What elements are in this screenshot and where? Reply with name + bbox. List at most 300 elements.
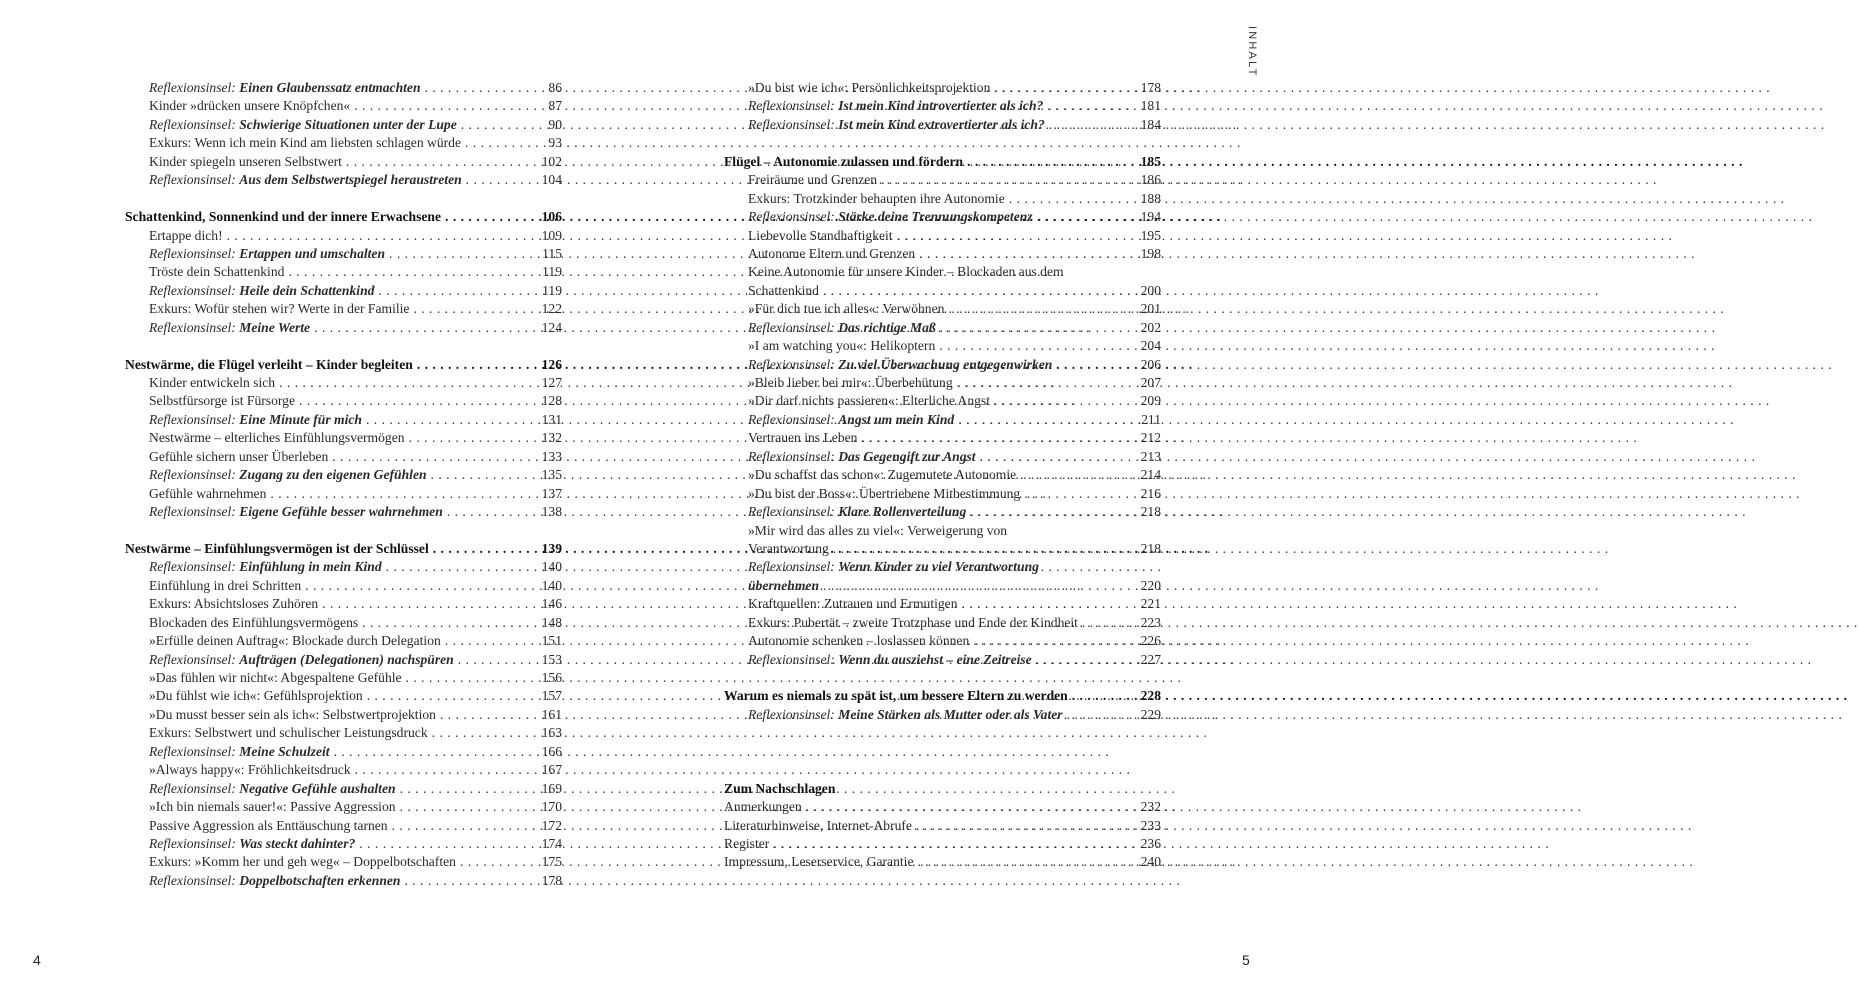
toc-spacer bbox=[125, 522, 562, 540]
toc-entry-text: Exkurs: Absichtsloses Zuhören bbox=[149, 596, 319, 612]
dot-leader bbox=[227, 227, 538, 245]
toc-entry-title bbox=[149, 780, 396, 798]
toc-spacer bbox=[724, 761, 1161, 779]
toc-entry-title bbox=[149, 134, 461, 152]
toc-entry-title bbox=[748, 577, 819, 595]
toc-entry bbox=[724, 595, 1161, 613]
toc-entry-title bbox=[748, 392, 990, 410]
toc-entry bbox=[724, 337, 1161, 355]
toc-entry-text: Register bbox=[724, 835, 770, 851]
toc-entry-title bbox=[748, 319, 936, 337]
reflexion-title: Das Gegengift zur Angst bbox=[838, 448, 976, 464]
toc-entry-title bbox=[724, 853, 913, 871]
toc-page-number: 212 bbox=[1140, 430, 1161, 446]
dot-leader bbox=[881, 171, 1137, 189]
toc-page-number: 194 bbox=[1140, 209, 1161, 225]
dot-leader bbox=[445, 208, 538, 226]
toc-entry bbox=[125, 614, 562, 632]
toc-entry bbox=[724, 245, 1161, 263]
toc-entry bbox=[724, 835, 1161, 853]
dot-leader bbox=[404, 872, 537, 890]
toc-entry bbox=[724, 356, 1161, 374]
toc-entry bbox=[125, 835, 562, 853]
dot-leader bbox=[940, 319, 1137, 337]
reflexion-prefix: Reflexionsinsel: bbox=[149, 282, 236, 298]
toc-entry bbox=[125, 171, 562, 189]
toc-entry bbox=[125, 300, 562, 318]
dot-leader bbox=[314, 319, 538, 337]
dot-leader bbox=[773, 835, 1136, 853]
toc-entry bbox=[724, 503, 1161, 521]
toc-entry-title bbox=[748, 632, 969, 650]
dot-leader bbox=[916, 817, 1137, 835]
toc-entry-text: Kinder entwickeln sich bbox=[149, 375, 276, 390]
reflexion-title: Schwierige Situationen unter der Lupe bbox=[239, 116, 457, 132]
toc-entry-title bbox=[748, 595, 958, 613]
toc-entry-title bbox=[748, 245, 915, 263]
toc-entry-title bbox=[748, 116, 1045, 134]
reflexion-title: Meine Stärken als Mutter oder als Vater bbox=[838, 706, 1063, 722]
toc-entry-text: Literaturhinweise, Internet-Abrufe bbox=[724, 817, 912, 833]
toc-entry bbox=[724, 706, 1161, 724]
toc-entry bbox=[724, 466, 1161, 484]
toc-entry-text: Kraftquellen: Zutrauen und Ermutigen bbox=[748, 596, 958, 612]
toc-spacer bbox=[125, 337, 562, 355]
dot-leader bbox=[1024, 485, 1136, 503]
toc-entry bbox=[125, 577, 562, 595]
reflexion-prefix: Reflexionsinsel: bbox=[149, 80, 236, 95]
toc-entry-text: Keine Autonomie für unsere Kinder – Blockaden aus dem bbox=[748, 264, 1064, 280]
toc-page-number: 138 bbox=[541, 504, 562, 520]
toc-spacer bbox=[724, 669, 1161, 687]
dot-leader bbox=[447, 503, 538, 521]
toc-chapter-entry bbox=[724, 153, 1161, 171]
dot-leader bbox=[973, 632, 1136, 650]
dot-leader bbox=[823, 577, 1137, 595]
dot-leader bbox=[1037, 208, 1137, 226]
toc-entry bbox=[125, 558, 562, 576]
toc-entry-title bbox=[149, 798, 396, 816]
toc-entry-title bbox=[724, 780, 835, 798]
dot-leader bbox=[1009, 190, 1137, 208]
toc-entry-title bbox=[748, 282, 819, 300]
dot-leader bbox=[1072, 687, 1137, 705]
dot-leader bbox=[919, 245, 1136, 263]
toc-entry-text: Zum Nachschlagen bbox=[724, 780, 836, 796]
toc-entry-title bbox=[149, 429, 405, 447]
toc-entry-text: Liebevolle Standhaftigkeit bbox=[748, 227, 893, 243]
toc-entry-title bbox=[149, 706, 436, 724]
toc-entry-text: »Du fühlst wie ich«: Gefühlsprojektion bbox=[149, 688, 363, 704]
toc-page-number: 119 bbox=[542, 282, 562, 298]
toc-page-number: 206 bbox=[1140, 356, 1161, 372]
dot-leader bbox=[948, 300, 1136, 318]
reflexion-title: Zu viel Überwachung entgegenwirken bbox=[838, 356, 1053, 372]
dot-leader bbox=[1049, 116, 1137, 134]
toc-page-number: 169 bbox=[541, 780, 562, 796]
reflexion-title: Einfühlung in mein Kind bbox=[239, 559, 382, 575]
reflexion-prefix: Reflexionsinsel: bbox=[149, 780, 236, 796]
toc-page-number: 220 bbox=[1140, 577, 1161, 593]
toc-entry-title bbox=[125, 356, 413, 374]
toc-page-number: 90 bbox=[548, 116, 562, 132]
toc-entry-title bbox=[748, 503, 966, 521]
toc-page-number: 137 bbox=[541, 485, 562, 501]
toc-page-number: 198 bbox=[1140, 245, 1161, 261]
toc-entry-title bbox=[125, 540, 429, 558]
toc-entry-text: »I am watching you«: Helikoptern bbox=[748, 338, 936, 354]
toc-page-number: 128 bbox=[541, 393, 562, 409]
toc-entry-title bbox=[149, 724, 428, 742]
toc-entry-title bbox=[724, 153, 963, 171]
toc-entry-text: Verantwortung bbox=[748, 540, 829, 556]
toc-page-number: 200 bbox=[1140, 282, 1161, 298]
reflexion-prefix: Reflexionsinsel: bbox=[748, 504, 835, 520]
toc-right-column bbox=[724, 79, 1161, 872]
toc-entry-text: Tröste dein Schattenkind bbox=[149, 264, 285, 280]
toc-entry-text: Autonomie schenken – loslassen können bbox=[748, 633, 970, 649]
toc-entry bbox=[125, 485, 562, 503]
dot-leader bbox=[392, 817, 538, 835]
toc-entry bbox=[724, 319, 1161, 337]
toc-entry bbox=[125, 429, 562, 447]
toc-entry-title bbox=[149, 153, 342, 171]
toc-entry bbox=[724, 227, 1161, 245]
toc-entry bbox=[724, 171, 1161, 189]
toc-entry-title bbox=[149, 817, 388, 835]
toc-entry bbox=[125, 761, 562, 779]
reflexion-prefix: Reflexionsinsel: bbox=[748, 651, 835, 667]
toc-entry bbox=[724, 614, 1161, 632]
toc-entry bbox=[125, 798, 562, 816]
toc-page-number: 148 bbox=[541, 614, 562, 630]
toc-entry bbox=[724, 411, 1161, 429]
toc-spacer bbox=[125, 190, 562, 208]
toc-entry-text: Einfühlung in drei Schritten bbox=[149, 577, 302, 593]
toc-page-number: 153 bbox=[541, 651, 562, 667]
toc-entry-title bbox=[149, 503, 443, 521]
reflexion-prefix: Reflexionsinsel: bbox=[149, 467, 236, 483]
toc-entry-title bbox=[748, 337, 935, 355]
reflexion-prefix: Reflexionsinsel: bbox=[748, 98, 835, 114]
toc-entry bbox=[125, 853, 562, 871]
toc-entry-text: Gefühle sichern unser Überleben bbox=[149, 448, 329, 464]
toc-entry-text: Anmerkungen bbox=[724, 799, 802, 815]
toc-entry-text: Exkurs: »Komm her und geh weg« – Doppelbotschaften bbox=[149, 854, 456, 870]
toc-left-column bbox=[125, 79, 562, 890]
toc-entry-title bbox=[748, 522, 1007, 540]
reflexion-title: Ist mein Kind extrovertierter als ich? bbox=[838, 116, 1045, 132]
toc-entry-title bbox=[149, 614, 358, 632]
dot-leader bbox=[466, 171, 538, 189]
toc-entry bbox=[724, 485, 1161, 503]
toc-entry-text: Exkurs: Trotzkinder behaupten ihre Autonomie bbox=[748, 190, 1005, 206]
toc-entry bbox=[724, 651, 1161, 669]
toc-entry bbox=[125, 595, 562, 613]
toc-entry-title bbox=[748, 706, 1063, 724]
reflexion-prefix: Reflexionsinsel: bbox=[149, 559, 236, 575]
toc-entry bbox=[125, 872, 562, 890]
toc-page-number: 170 bbox=[541, 799, 562, 815]
toc-entry-title bbox=[748, 558, 1039, 576]
toc-entry-text: »Du schaffst das schon«: Zugemutete Autonomie bbox=[748, 467, 1017, 483]
dot-leader bbox=[1036, 651, 1137, 669]
toc-page-number: 202 bbox=[1140, 319, 1161, 335]
toc-entry-text: Exkurs: Wenn ich mein Kind am liebsten schlagen würde bbox=[149, 135, 461, 151]
toc-entry bbox=[724, 632, 1161, 650]
toc-entry-text: Schattenkind bbox=[748, 282, 819, 298]
dot-leader bbox=[400, 780, 538, 798]
toc-entry bbox=[125, 817, 562, 835]
toc-page-number: 156 bbox=[541, 670, 562, 685]
toc-entry-title bbox=[149, 743, 330, 761]
toc-entry bbox=[724, 97, 1161, 115]
toc-entry-title bbox=[149, 171, 462, 189]
reflexion-prefix: Reflexionsinsel: bbox=[149, 172, 236, 188]
reflexion-title: Ertappen und umschalten bbox=[239, 245, 386, 261]
reflexion-title: Eigene Gefühle besser wahrnehmen bbox=[239, 504, 443, 520]
toc-entry-text: Exkurs: Pubertät – zweite Trotzphase und Ende der Kindheit bbox=[748, 614, 1078, 630]
reflexion-title: Angst um mein Kind bbox=[838, 411, 955, 427]
dot-leader bbox=[362, 614, 537, 632]
dot-leader bbox=[1067, 706, 1137, 724]
toc-chapter-entry bbox=[125, 208, 562, 226]
dot-leader bbox=[270, 485, 537, 503]
toc-chapter-entry bbox=[125, 356, 562, 374]
running-head: INHALT bbox=[1246, 26, 1258, 78]
toc-entry bbox=[724, 374, 1161, 392]
dot-leader bbox=[939, 337, 1136, 355]
toc-page-number: 139 bbox=[541, 540, 562, 556]
dot-leader bbox=[957, 374, 1137, 392]
toc-page-number: 174 bbox=[541, 835, 562, 851]
toc-entry-title bbox=[149, 392, 295, 410]
toc-entry bbox=[125, 448, 562, 466]
toc-entry-title bbox=[149, 300, 409, 318]
toc-entry bbox=[724, 558, 1161, 576]
toc-page-number: 240 bbox=[1140, 854, 1161, 870]
dot-leader bbox=[334, 743, 538, 761]
toc-entry-title bbox=[748, 356, 1052, 374]
toc-page-number: 161 bbox=[541, 706, 562, 722]
reflexion-title: Zugang zu den eigenen Gefühlen bbox=[239, 467, 427, 483]
toc-entry-title bbox=[149, 651, 454, 669]
reflexion-prefix: Reflexionsinsel: bbox=[748, 209, 835, 225]
reflexion-prefix: Reflexionsinsel: bbox=[748, 448, 835, 464]
reflexion-title: Doppelbotschaften erkennen bbox=[239, 872, 401, 888]
toc-page-number: 140 bbox=[541, 559, 562, 575]
dot-leader bbox=[440, 706, 538, 724]
reflexion-title: Wenn Kinder zu viel Verantwortung bbox=[838, 559, 1039, 575]
toc-entry-title bbox=[149, 485, 266, 503]
toc-page-number: 209 bbox=[1140, 393, 1161, 409]
toc-entry-title bbox=[149, 116, 457, 134]
toc-entry-title bbox=[724, 798, 802, 816]
toc-entry bbox=[125, 669, 562, 687]
toc-entry-title bbox=[149, 687, 363, 705]
reflexion-title: Einen Glaubenssatz entmachten bbox=[239, 80, 421, 95]
toc-entry bbox=[724, 282, 1161, 300]
toc-entry bbox=[125, 411, 562, 429]
toc-entry-title bbox=[748, 614, 1078, 632]
toc-entry bbox=[724, 190, 1161, 208]
toc-entry-title bbox=[149, 282, 374, 300]
toc-entry bbox=[125, 392, 562, 410]
toc-entry bbox=[125, 706, 562, 724]
toc-entry-title bbox=[149, 853, 456, 871]
toc-entry-text: Passive Aggression als Enttäuschung tarnen bbox=[149, 817, 388, 833]
toc-entry-title bbox=[149, 245, 385, 263]
toc-page-number: 119 bbox=[542, 264, 562, 280]
toc-entry-title bbox=[149, 632, 441, 650]
toc-page-number: 124 bbox=[541, 319, 562, 335]
toc-page-number: 127 bbox=[541, 375, 562, 390]
dot-leader bbox=[458, 651, 538, 669]
toc-entry bbox=[724, 429, 1161, 447]
toc-entry bbox=[724, 79, 1161, 97]
toc-page-number: 188 bbox=[1140, 190, 1161, 206]
toc-page-number: 87 bbox=[548, 98, 562, 114]
dot-leader bbox=[417, 356, 538, 374]
toc-page-number: 221 bbox=[1140, 596, 1161, 612]
toc-page-number: 226 bbox=[1140, 633, 1161, 649]
toc-spacer bbox=[724, 724, 1161, 761]
toc-page-number: 140 bbox=[541, 577, 562, 593]
toc-entry-text: Nestwärme – elterliches Einfühlungsvermögen bbox=[149, 430, 405, 446]
toc-page-number: 186 bbox=[1140, 172, 1161, 188]
toc-entry-text: »Mir wird das alles zu viel«: Verweigerung von bbox=[748, 522, 1008, 538]
toc-entry bbox=[125, 319, 562, 337]
dot-leader bbox=[823, 282, 1137, 300]
toc-entry-title bbox=[149, 319, 310, 337]
reflexion-title: Was steckt dahinter? bbox=[239, 835, 356, 851]
reflexion-prefix: Reflexionsinsel: bbox=[748, 319, 835, 335]
toc-page-number: 236 bbox=[1140, 835, 1161, 851]
toc-entry bbox=[125, 227, 562, 245]
toc-entry-text: Flügel – Autonomie zulassen und fördern bbox=[724, 153, 964, 169]
dot-leader bbox=[897, 227, 1137, 245]
toc-page-number: 218 bbox=[1140, 504, 1161, 520]
reflexion-prefix: Reflexionsinsel: bbox=[748, 116, 835, 132]
toc-entry-text: Impressum, Leserservice, Garantie bbox=[724, 854, 914, 870]
toc-page-number: 86 bbox=[548, 80, 562, 95]
toc-entry bbox=[125, 263, 562, 281]
toc-entry-text: »Du bist wie ich«: Persönlichkeitsprojektion bbox=[748, 80, 991, 95]
toc-entry-title bbox=[149, 374, 275, 392]
dot-leader bbox=[445, 632, 538, 650]
dot-leader bbox=[994, 392, 1137, 410]
toc-entry bbox=[125, 282, 562, 300]
toc-entry-title bbox=[748, 540, 829, 558]
toc-entry-title bbox=[748, 374, 953, 392]
reflexion-prefix: Reflexionsinsel: bbox=[748, 559, 835, 575]
toc-entry-title bbox=[748, 97, 1043, 115]
toc-page-number: 227 bbox=[1140, 651, 1161, 667]
toc-page-number: 102 bbox=[541, 153, 562, 169]
reflexion-title: übernehmen bbox=[748, 577, 820, 593]
toc-page-number: 211 bbox=[1141, 411, 1161, 427]
toc-page-number: 178 bbox=[1140, 80, 1161, 95]
toc-entry-text: Nestwärme – Einfühlungsvermögen ist der Schlüssel bbox=[125, 540, 429, 556]
toc-page-number: 131 bbox=[541, 411, 562, 427]
toc-page-number: 172 bbox=[541, 817, 562, 833]
toc-entry-text: Kinder »drücken unsere Knöpfchen« bbox=[149, 98, 351, 114]
dot-leader bbox=[299, 392, 538, 410]
toc-page-number: 146 bbox=[541, 596, 562, 612]
reflexion-prefix: Reflexionsinsel: bbox=[748, 706, 835, 722]
dot-leader bbox=[861, 429, 1136, 447]
toc-entry-title bbox=[149, 227, 223, 245]
toc-entry-text: Vertrauen ins Leben bbox=[748, 430, 858, 446]
dot-leader bbox=[367, 687, 538, 705]
dot-leader bbox=[355, 761, 538, 779]
reflexion-prefix: Reflexionsinsel: bbox=[149, 651, 236, 667]
dot-leader bbox=[917, 853, 1136, 871]
toc-entry-title bbox=[125, 208, 441, 226]
toc-entry bbox=[125, 651, 562, 669]
toc-entry-title bbox=[149, 263, 284, 281]
reflexion-title: Das richtige Maß bbox=[838, 319, 936, 335]
toc-entry bbox=[724, 817, 1161, 835]
dot-leader bbox=[279, 374, 538, 392]
toc-page-number: 104 bbox=[541, 172, 562, 188]
toc-entry-title bbox=[748, 300, 944, 318]
toc-entry bbox=[125, 466, 562, 484]
toc-entry-text: »Erfülle deinen Auftrag«: Blockade durch Delegation bbox=[149, 633, 441, 649]
dot-leader bbox=[461, 116, 545, 134]
toc-entry-title bbox=[149, 595, 318, 613]
toc-entry-text: Gefühle wahrnehmen bbox=[149, 485, 267, 501]
toc-page-number: 115 bbox=[542, 245, 562, 261]
reflexion-title: Ist mein Kind introvertierter als ich? bbox=[838, 98, 1044, 114]
toc-page-number: 93 bbox=[548, 135, 562, 151]
toc-entry-title bbox=[149, 448, 328, 466]
toc-entry-text: Selbstfürsorge ist Fürsorge bbox=[149, 393, 296, 409]
toc-entry-title bbox=[748, 411, 954, 429]
toc-entry-text: »Bleib lieber bei mir«: Überbehütung bbox=[748, 375, 953, 390]
dot-leader bbox=[994, 79, 1136, 97]
toc-entry-title bbox=[748, 485, 1020, 503]
dot-leader bbox=[460, 853, 538, 871]
toc-entry-title bbox=[149, 669, 402, 687]
toc-page-number: 214 bbox=[1140, 467, 1161, 483]
reflexion-prefix: Reflexionsinsel: bbox=[748, 411, 835, 427]
reflexion-title: Aus dem Selbstwertspiegel heraustreten bbox=[239, 172, 462, 188]
toc-entry-text: Kinder spiegeln unseren Selbstwert bbox=[149, 153, 342, 169]
reflexion-prefix: Reflexionsinsel: bbox=[149, 835, 236, 851]
toc-entry-title bbox=[748, 263, 1064, 281]
dot-leader bbox=[288, 263, 538, 281]
toc-entry-text: Schattenkind, Sonnenkind und der innere Erwachsene bbox=[125, 209, 442, 225]
toc-page-number: 106 bbox=[541, 209, 562, 225]
dot-leader bbox=[958, 411, 1137, 429]
toc-entry bbox=[125, 743, 562, 761]
toc-entry bbox=[724, 263, 1161, 281]
toc-page-number: 218 bbox=[1140, 540, 1161, 556]
dot-leader bbox=[409, 429, 538, 447]
dot-leader bbox=[1082, 614, 1137, 632]
toc-entry-text: Exkurs: Wofür stehen wir? Werte in der Familie bbox=[149, 301, 410, 317]
toc-entry-title bbox=[149, 761, 351, 779]
dot-leader bbox=[400, 798, 538, 816]
dot-leader bbox=[833, 540, 1137, 558]
toc-entry-text: Autonome Eltern und Grenzen bbox=[748, 245, 916, 261]
toc-page-number: 223 bbox=[1140, 614, 1161, 630]
dot-leader bbox=[970, 503, 1136, 521]
toc-entry-title bbox=[748, 227, 893, 245]
dot-leader bbox=[389, 245, 538, 263]
toc-entry bbox=[724, 522, 1161, 540]
